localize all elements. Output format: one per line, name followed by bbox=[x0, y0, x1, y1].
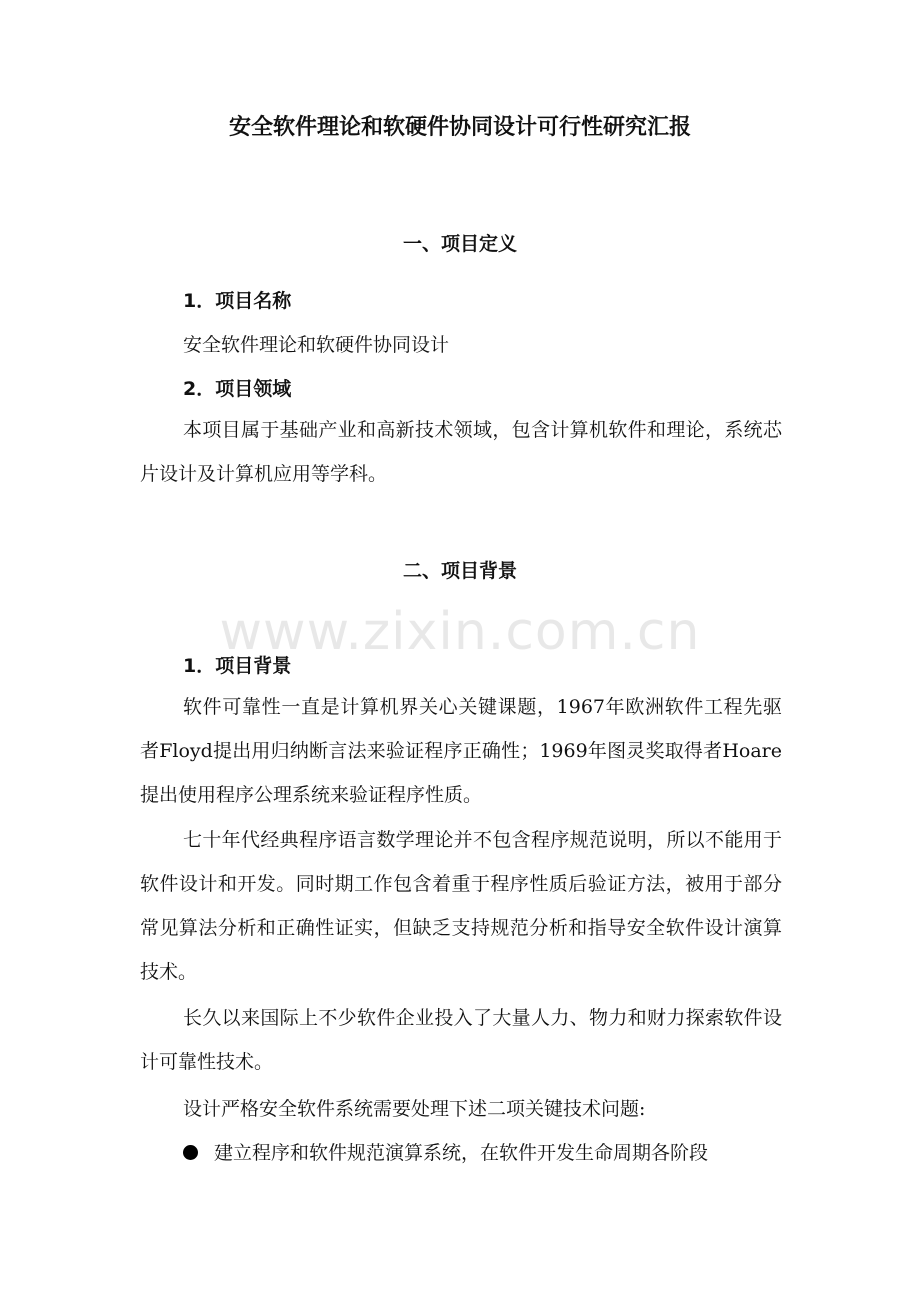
document-title: 安全软件理论和软硬件协同设计可行性研究汇报 bbox=[228, 115, 691, 140]
subheading-project-field: 2．项目领域 bbox=[183, 378, 292, 400]
key-problems-intro: 设计严格安全软件系统需要处理下述二项关键技术问题: bbox=[183, 1098, 646, 1120]
project-field-paragraph: 本项目属于基础产业和高新技术领域，包含计算机软件和理论，系统芯片设计及计算机应用等学科。 bbox=[140, 419, 782, 485]
subheading-project-background: 1．项目背景 bbox=[183, 655, 292, 677]
watermark: www.zixin.com.cn bbox=[219, 602, 701, 662]
section-heading-definition: 一、项目定义 bbox=[402, 233, 517, 255]
section-heading-background: 二、项目背景 bbox=[402, 560, 517, 582]
project-name-text: 安全软件理论和软硬件协同设计 bbox=[183, 334, 450, 356]
background-paragraph-1: 软件可靠性一直是计算机界关心关键课题，1967年欧洲软件工程先驱者Floyd提出用归纳断言法来验证程序正确性；1969年图灵奖取得者Hoare提出使用程序公理系统来验证程序性质。 bbox=[140, 696, 782, 806]
background-paragraph-3: 长久以来国际上不少软件企业投入了大量人力、物力和财力探索软件设计可靠性技术。 bbox=[140, 1007, 782, 1073]
background-paragraph-2: 七十年代经典程序语言数学理论并不包含程序规范说明，所以不能用于软件设计和开发。同时期工作包含着重于程序性质后验证方法，被用于部分常见算法分析和正确性证实，但缺乏支持规范分析和指导安全软件设计演算技术。 bbox=[140, 829, 782, 983]
subheading-project-name: 1．项目名称 bbox=[183, 290, 292, 312]
bullet-dot-icon bbox=[183, 1145, 198, 1160]
bullet-text: 建立程序和软件规范演算系统，在软件开发生命周期各阶段 bbox=[214, 1142, 709, 1164]
bullet-item bbox=[183, 1138, 708, 1165]
